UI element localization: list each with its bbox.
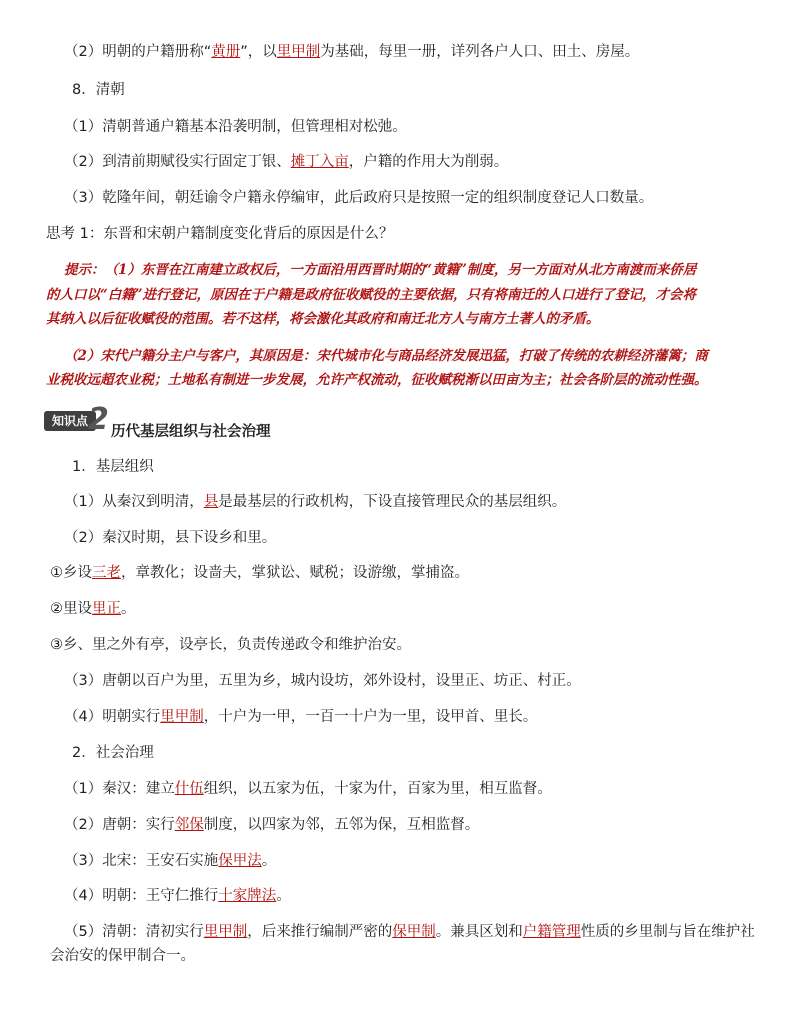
keyword-tandingrumu: 摊丁入亩 bbox=[290, 154, 349, 170]
grassroots-paragraph-1: （1）从秦汉到明清，县是最基层的行政机构，下设直接管理民众的基层组织。 bbox=[64, 494, 567, 510]
section-title: 历代基层组织与社会治理 bbox=[111, 424, 271, 440]
keyword-shijiapaifa: 十家牌法 bbox=[218, 888, 277, 904]
keyword-sanlao: 三老 bbox=[92, 565, 121, 581]
badge-number: 2 bbox=[88, 402, 109, 437]
governance-paragraph-4: （4）明朝：王守仁推行十家牌法。 bbox=[64, 888, 291, 904]
keyword-baojiazhi: 保甲制 bbox=[392, 924, 436, 940]
grassroots-heading: 1．基层组织 bbox=[72, 459, 154, 475]
keyword-xian: 县 bbox=[203, 494, 219, 510]
qing-paragraph-2: （2）到清前期赋役实行固定丁银、摊丁入亩，户籍的作用大为削弱。 bbox=[64, 154, 509, 170]
grassroots-paragraph-3: （3）唐朝以百户为里，五里为乡，城内设坊，郊外设村，设里正、坊正、村正。 bbox=[64, 673, 581, 689]
badge-label: 知识点 bbox=[44, 411, 96, 431]
think-question: 思考 1：东晋和宋朝户籍制度变化背后的原因是什么？ bbox=[46, 226, 394, 242]
hint-line-4: （2）宋代户籍分主户与客户，其原因是：宋代城市化与商品经济发展迅猛，打破了传统的农耕经济藩篱；商 bbox=[64, 348, 708, 364]
hint-line-2: 的人口以“白籍”进行登记，原因在于户籍是政府征收赋役的主要依据，只有将南迁的人口进行了登记，才会将 bbox=[46, 287, 697, 303]
keyword-baojiafa: 保甲法 bbox=[218, 853, 262, 869]
qing-paragraph-1: （1）清朝普通户籍基本沿袭明制，但管理相对松弛。 bbox=[64, 119, 407, 135]
governance-paragraph-5: （5）清朝：清初实行里甲制，后来推行编制严密的保甲制。兼具区划和户籍管理性质的乡里制与旨在维护社 bbox=[64, 924, 755, 940]
governance-paragraph-1: （1）秦汉：建立什伍组织，以五家为伍，十家为什，百家为里，相互监督。 bbox=[64, 781, 552, 797]
qing-paragraph-3: （3）乾隆年间，朝廷谕令户籍永停编审，此后政府只是按照一定的组织制度登记人口数量。 bbox=[64, 190, 654, 206]
governance-heading: 2．社会治理 bbox=[72, 745, 154, 761]
grassroots-item-3: ③乡、里之外有亭，设亭长，负责传递政令和维护治安。 bbox=[50, 637, 411, 653]
governance-paragraph-5-cont: 会治安的保甲制合一。 bbox=[50, 948, 195, 964]
keyword-hujiguanli: 户籍管理 bbox=[522, 924, 581, 940]
keyword-linbao: 邻保 bbox=[174, 817, 204, 833]
grassroots-paragraph-4: （4）明朝实行里甲制，十户为一甲，一百一十户为一里，设甲首、里长。 bbox=[64, 709, 538, 725]
keyword-lijiazhi-ming: 里甲制 bbox=[160, 709, 204, 725]
grassroots-item-2: ②里设里正。 bbox=[50, 601, 136, 617]
keyword-shiwu: 什伍 bbox=[174, 781, 204, 797]
knowledge-point-badge bbox=[44, 402, 110, 437]
hint-line-3: 其纳入以后征收赋役的范围。若不这样，将会激化其政府和南迁北方人与南方土著人的矛盾。 bbox=[46, 311, 600, 327]
grassroots-item-1: ①乡设三老，章教化；设啬夫，掌狱讼、赋税；设游缴，掌捕盗。 bbox=[50, 565, 469, 581]
keyword-lijiazhi: 里甲制 bbox=[276, 44, 321, 60]
keyword-lizheng: 里正 bbox=[92, 601, 121, 617]
keyword-lijiazhi-qing: 里甲制 bbox=[203, 924, 248, 940]
keyword-huangce: 黄册 bbox=[211, 44, 241, 60]
ming-huji-line: （2）明朝的户籍册称“黄册”，以里甲制为基础，每里一册，详列各户人口、田土、房屋。 bbox=[64, 44, 640, 60]
hint-line-5: 业税收远超农业税；土地私有制进一步发展，允许产权流动，征收赋税渐以田亩为主；社会各阶层的流动性强。 bbox=[46, 372, 708, 388]
grassroots-paragraph-2: （2）秦汉时期，县下设乡和里。 bbox=[64, 530, 277, 546]
qing-heading: 8．清朝 bbox=[72, 82, 125, 98]
hint-line-1: 提示：（1）东晋在江南建立政权后，一方面沿用西晋时期的“黄籍”制度，另一方面对从北方南渡而来侨居 bbox=[64, 262, 697, 278]
governance-paragraph-3: （3）北宋：王安石实施保甲法。 bbox=[64, 853, 277, 869]
governance-paragraph-2: （2）唐朝：实行邻保制度，以四家为邻，五邻为保，互相监督。 bbox=[64, 817, 480, 833]
